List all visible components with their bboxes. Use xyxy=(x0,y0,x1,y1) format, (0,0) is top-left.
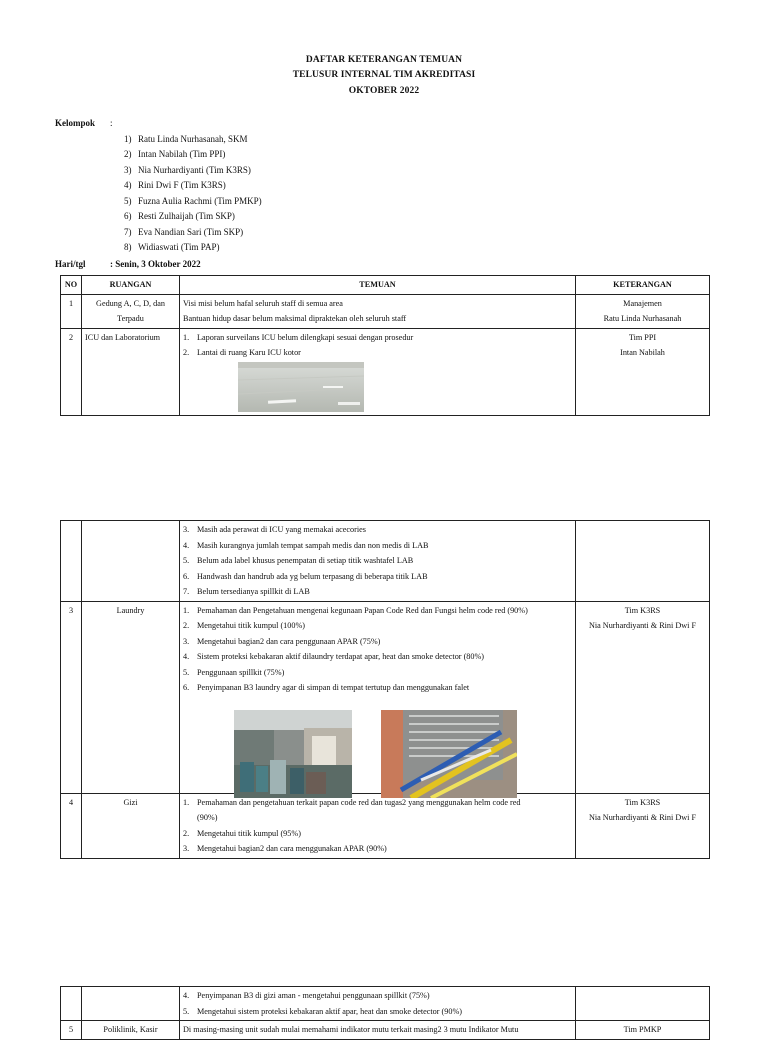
hari-value: : Senin, 3 Oktober 2022 xyxy=(110,259,201,269)
list-item xyxy=(183,634,572,650)
list-num: 1. xyxy=(183,332,190,342)
table-row xyxy=(61,793,710,858)
list-item xyxy=(183,618,572,634)
table-row xyxy=(61,987,710,1021)
list-text: Belum tersedianya spillkit di LAB xyxy=(197,587,310,596)
member-num: 8) xyxy=(124,242,132,252)
row-temuan xyxy=(180,521,576,602)
table-row xyxy=(61,521,710,602)
list-num: 4. xyxy=(183,991,190,1000)
header-keterangan: KETERANGAN xyxy=(576,276,710,295)
member-num: 2) xyxy=(124,149,132,159)
list-text: Penyimpanan B3 laundry agar di simpan di tempat tertutup dan menggunakan falet xyxy=(197,683,470,692)
list-num: 1. xyxy=(183,605,190,615)
table-row xyxy=(61,294,710,328)
row-no xyxy=(61,987,82,1021)
list-num: 7. xyxy=(183,587,190,596)
row-temuan xyxy=(180,328,576,415)
findings-table-continued xyxy=(60,520,710,859)
list-item xyxy=(183,810,572,826)
list-text: Mengetahui bagian2 dan cara menggunakan APAR (90%) xyxy=(197,844,387,853)
member-name: Nia Nurhardiyanti (Tim K3RS) xyxy=(138,165,251,175)
row-ruangan: ICU dan Laboratorium xyxy=(82,328,180,415)
row-ruangan: Laundry xyxy=(82,601,180,793)
member-item xyxy=(124,211,235,221)
row-keterangan xyxy=(576,601,710,793)
list-item xyxy=(183,1004,572,1020)
list-item xyxy=(183,345,572,361)
list-num: 3. xyxy=(183,636,190,646)
row-keterangan xyxy=(576,328,710,415)
list-item xyxy=(183,569,572,585)
keterangan-line: Nia Nurhardiyanti & Rini Dwi F xyxy=(588,813,697,822)
member-name: Intan Nabilah (Tim PPI) xyxy=(138,149,226,159)
member-name: Eva Nandian Sari (Tim SKP) xyxy=(138,227,244,237)
ruangan-line: Terpadu xyxy=(117,314,144,323)
header-temuan: TEMUAN xyxy=(180,276,576,295)
table-header-row xyxy=(61,276,710,295)
icu-floor-photo xyxy=(238,362,364,412)
list-num: 5. xyxy=(183,1006,190,1016)
list-text: Mengetahui titik kumpul (95%) xyxy=(197,828,301,838)
member-num: 5) xyxy=(124,196,132,206)
list-num: 6. xyxy=(183,683,190,692)
findings-table xyxy=(60,275,710,416)
keterangan-line: Intan Nabilah xyxy=(620,348,665,357)
list-item xyxy=(183,538,572,554)
member-item xyxy=(124,134,247,144)
temuan-line: Visi misi belum hafal seluruh staff di semua area xyxy=(183,298,343,308)
list-num: 5. xyxy=(183,556,190,565)
list-text: (90%) xyxy=(197,813,218,822)
member-item xyxy=(124,227,243,237)
row-temuan xyxy=(180,793,576,858)
findings-table-continued-2 xyxy=(60,986,710,1040)
keterangan-line: Tim K3RS xyxy=(624,797,661,807)
list-text: Penyimpanan B3 di gizi aman - mengetahui penggunaan spillkit (75%) xyxy=(197,991,430,1000)
list-text: Pemahaman dan Pengetahuan mengenai kegunaan Papan Code Red dan Fungsi helm code red (90%) xyxy=(197,605,528,615)
list-text: Sistem proteksi kebakaran aktif dilaundry terdapat apar, heat dan smoke detector (80%) xyxy=(197,652,485,661)
row-keterangan xyxy=(576,793,710,858)
row-ruangan xyxy=(82,987,180,1021)
list-text: Masih kurangnya jumlah tempat sampah medis dan non medis di LAB xyxy=(197,540,429,550)
member-name: Rini Dwi F (Tim K3RS) xyxy=(138,180,226,190)
member-item xyxy=(124,242,220,252)
row-temuan xyxy=(180,601,576,793)
member-item xyxy=(124,165,251,175)
keterangan-line: Tim K3RS xyxy=(624,605,661,615)
laundry-photos xyxy=(183,696,572,792)
row-keterangan: Tim PMKP xyxy=(576,1021,710,1040)
header-ruangan: RUANGAN xyxy=(82,276,180,295)
list-item xyxy=(183,603,572,619)
member-name: Widiaswati (Tim PAP) xyxy=(138,242,220,252)
member-num: 1) xyxy=(124,134,132,144)
doc-title-line3: OKTOBER 2022 xyxy=(348,86,420,96)
kelompok-colon: : xyxy=(110,118,113,128)
list-num: 6. xyxy=(183,571,190,581)
list-text: Belum ada label khusus penempatan di setiap titik washtafel LAB xyxy=(197,556,414,565)
keterangan-line: Manajemen xyxy=(623,298,662,308)
list-num: 4. xyxy=(183,540,190,550)
list-item xyxy=(183,841,572,857)
row-keterangan xyxy=(576,294,710,328)
table-row xyxy=(61,1021,710,1040)
member-name: Resti Zulhaijah (Tim SKP) xyxy=(138,211,235,221)
doc-title-line2: TELUSUR INTERNAL TIM AKREDITASI xyxy=(292,70,476,80)
row-no: 5 xyxy=(61,1021,82,1040)
row-ruangan xyxy=(82,521,180,602)
keterangan-line: Tim PPI xyxy=(628,332,657,342)
keterangan-line: Ratu Linda Nurhasanah xyxy=(603,314,682,323)
b3-storage-photo xyxy=(381,710,517,798)
doc-title-line1: DAFTAR KETERANGAN TEMUAN xyxy=(305,55,463,65)
list-num: 1. xyxy=(183,797,190,807)
member-item xyxy=(124,149,225,159)
list-text: Mengetahui titik kumpul (100%) xyxy=(197,621,306,630)
list-num: 3. xyxy=(183,844,190,853)
row-no: 4 xyxy=(61,793,82,858)
member-num: 3) xyxy=(124,165,132,175)
list-item xyxy=(183,553,572,569)
list-text: Lantai di ruang Karu ICU kotor xyxy=(197,348,301,357)
row-keterangan xyxy=(576,521,710,602)
member-item xyxy=(124,196,262,206)
list-item xyxy=(183,826,572,842)
row-temuan xyxy=(180,294,576,328)
member-item xyxy=(124,180,226,190)
member-num: 4) xyxy=(124,180,132,190)
member-num: 6) xyxy=(124,211,132,221)
list-num: 3. xyxy=(183,525,190,534)
list-text: Pemahaman dan pengetahuan terkait papan code red dan tugas2 yang menggunakan helm code red xyxy=(197,797,521,807)
temuan-line: Bantuan hidup dasar belum maksimal dipraktekan oleh seluruh staff xyxy=(183,314,407,323)
list-item xyxy=(183,680,572,696)
list-item xyxy=(183,649,572,665)
table-row xyxy=(61,601,710,793)
row-no: 1 xyxy=(61,294,82,328)
hari-label: Hari/tgl xyxy=(55,259,86,269)
table-row xyxy=(61,328,710,415)
list-num: 2. xyxy=(183,348,190,357)
list-text: Laporan surveilans ICU belum dilengkapi sesuai dengan prosedur xyxy=(197,332,414,342)
row-no: 2 xyxy=(61,328,82,415)
list-text: Penggunaan spillkit (75%) xyxy=(197,667,285,677)
row-no xyxy=(61,521,82,602)
row-ruangan: Poliklinik, Kasir xyxy=(82,1021,180,1040)
ruangan-line: Gedung A, C, D, dan xyxy=(96,298,165,308)
list-num: 2. xyxy=(183,621,190,630)
list-text: Mengetahui sistem proteksi kebakaran aktif apar, heat dan smoke detector (90%) xyxy=(197,1006,462,1016)
row-temuan: Di masing-masing unit sudah mulai memahami indikator mutu terkait masing2 3 mutu Indikator Mutu xyxy=(180,1021,576,1040)
row-no: 3 xyxy=(61,601,82,793)
member-name: Fuzna Aulia Rachmi (Tim PMKP) xyxy=(138,196,262,206)
list-text: Handwash dan handrub ada yg belum terpasang di beberapa titik LAB xyxy=(197,571,428,581)
list-num: 4. xyxy=(183,652,190,661)
list-item xyxy=(183,665,572,681)
list-item xyxy=(183,988,572,1004)
list-text: Masih ada perawat di ICU yang memakai acecories xyxy=(197,525,366,534)
list-num: 5. xyxy=(183,667,190,677)
laundry-room-photo xyxy=(234,710,352,798)
list-item xyxy=(183,584,572,600)
list-num: 2. xyxy=(183,828,190,838)
list-item xyxy=(183,330,572,346)
member-name: Ratu Linda Nurhasanah, SKM xyxy=(138,134,248,144)
list-item xyxy=(183,522,572,538)
list-text: Mengetahui bagian2 dan cara penggunaan APAR (75%) xyxy=(197,636,381,646)
row-ruangan xyxy=(82,294,180,328)
kelompok-label: Kelompok xyxy=(55,118,96,128)
row-ruangan: Gizi xyxy=(82,793,180,858)
member-num: 7) xyxy=(124,227,132,237)
header-no: NO xyxy=(61,276,82,295)
row-keterangan xyxy=(576,987,710,1021)
keterangan-line: Nia Nurhardiyanti & Rini Dwi F xyxy=(588,621,697,630)
row-temuan xyxy=(180,987,576,1021)
